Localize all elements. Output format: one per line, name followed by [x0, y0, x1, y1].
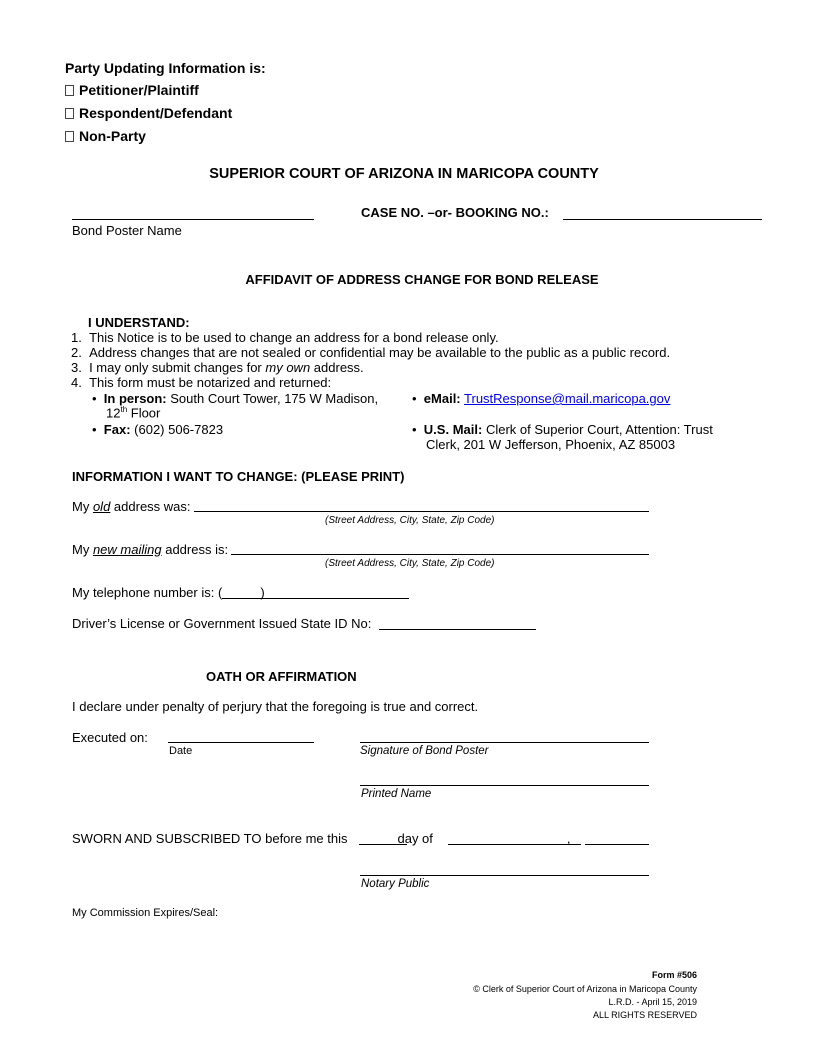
understand-item-3: 3. I may only submit changes for my own address. [71, 360, 364, 375]
party-option-respondent[interactable]: Respondent/Defendant [65, 105, 232, 121]
understand-item-1: 1. This Notice is to be used to change an address for a bond release only. [71, 330, 499, 345]
bond-poster-name-field[interactable] [72, 219, 314, 220]
checkbox-icon[interactable] [65, 85, 74, 96]
info-change-heading: INFORMATION I WANT TO CHANGE: (PLEASE PRINT) [72, 469, 405, 484]
executed-on-label: Executed on: [72, 730, 148, 745]
bullet-icon: • [412, 422, 417, 437]
party-heading: Party Updating Information is: [65, 60, 266, 76]
oath-heading: OATH OR AFFIRMATION [206, 669, 357, 684]
sworn-day-field[interactable] [359, 844, 407, 845]
court-title: SUPERIOR COURT OF ARIZONA IN MARICOPA COUNTY [209, 166, 599, 182]
footer-lrd: L.R.D. - April 15, 2019 [608, 997, 697, 1007]
mail-line: • U.S. Mail: Clerk of Superior Court, Attention: Trust [412, 422, 713, 437]
party-option-nonparty[interactable]: Non-Party [65, 128, 146, 144]
sworn-line: SWORN AND SUBSCRIBED TO before me this day of , [72, 831, 571, 846]
notary-field[interactable] [360, 875, 649, 876]
notary-label: Notary Public [361, 878, 430, 890]
email-link[interactable]: TrustResponse@mail.maricopa.gov [464, 391, 671, 406]
new-address-hint: (Street Address, City, State, Zip Code) [325, 558, 495, 569]
fax-line: • Fax: (602) 506-7823 [92, 422, 224, 437]
case-no-label: CASE NO. –or- BOOKING NO.: [361, 205, 549, 220]
understand-heading: I UNDERSTAND: [88, 315, 190, 330]
old-address-label: My old address was: [72, 499, 191, 514]
mail-line-2: Clerk, 201 W Jefferson, Phoenix, AZ 85003 [426, 437, 676, 452]
printed-name-field[interactable] [360, 785, 649, 786]
bond-poster-name-label: Bond Poster Name [72, 223, 182, 238]
old-address-field[interactable] [194, 511, 649, 512]
checkbox-icon[interactable] [65, 131, 74, 142]
in-person-floor: 12th Floor [106, 405, 161, 421]
old-address-hint: (Street Address, City, State, Zip Code) [325, 515, 495, 526]
new-address-field[interactable] [231, 554, 649, 555]
commission-label: My Commission Expires/Seal: [72, 907, 219, 919]
footer-rights: ALL RIGHTS RESERVED [592, 1010, 697, 1020]
understand-item-4: 4. This form must be notarized and returned: [71, 375, 332, 390]
sworn-year-field[interactable] [585, 844, 649, 845]
date-label: Date [169, 745, 193, 757]
email-line: • eMail: TrustResponse@mail.maricopa.gov [412, 391, 671, 406]
signature-label: Signature of Bond Poster [360, 745, 489, 757]
form-title: AFFIDAVIT OF ADDRESS CHANGE FOR BOND RELEASE [245, 272, 599, 287]
sworn-month-field[interactable] [448, 844, 581, 845]
date-field[interactable] [168, 742, 314, 743]
footer-form-no: Form #506 [651, 970, 697, 980]
dl-label: Driver’s License or Government Issued State ID No: [72, 616, 372, 631]
printed-name-label: Printed Name [361, 788, 432, 800]
oath-declaration: I declare under penalty of perjury that the foregoing is true and correct. [72, 699, 479, 714]
new-address-label: My new mailing address is: [72, 542, 229, 557]
bullet-icon: • [92, 422, 97, 437]
understand-item-2: 2. Address changes that are not sealed or confidential may be available to the public as a public record. [71, 345, 671, 360]
phone-field[interactable] [222, 598, 409, 599]
bullet-icon: • [92, 391, 97, 406]
checkbox-icon[interactable] [65, 108, 74, 119]
case-no-field[interactable] [563, 219, 762, 220]
party-option-petitioner[interactable]: Petitioner/Plaintiff [65, 82, 199, 98]
phone-label: My telephone number is: ( ) [72, 585, 265, 600]
bullet-icon: • [412, 391, 417, 406]
in-person-line: • In person: South Court Tower, 175 W Madison, [92, 391, 379, 406]
footer-copyright: © Clerk of Superior Court of Arizona in Maricopa County [473, 984, 697, 994]
signature-field[interactable] [360, 742, 649, 743]
dl-field[interactable] [379, 629, 536, 630]
